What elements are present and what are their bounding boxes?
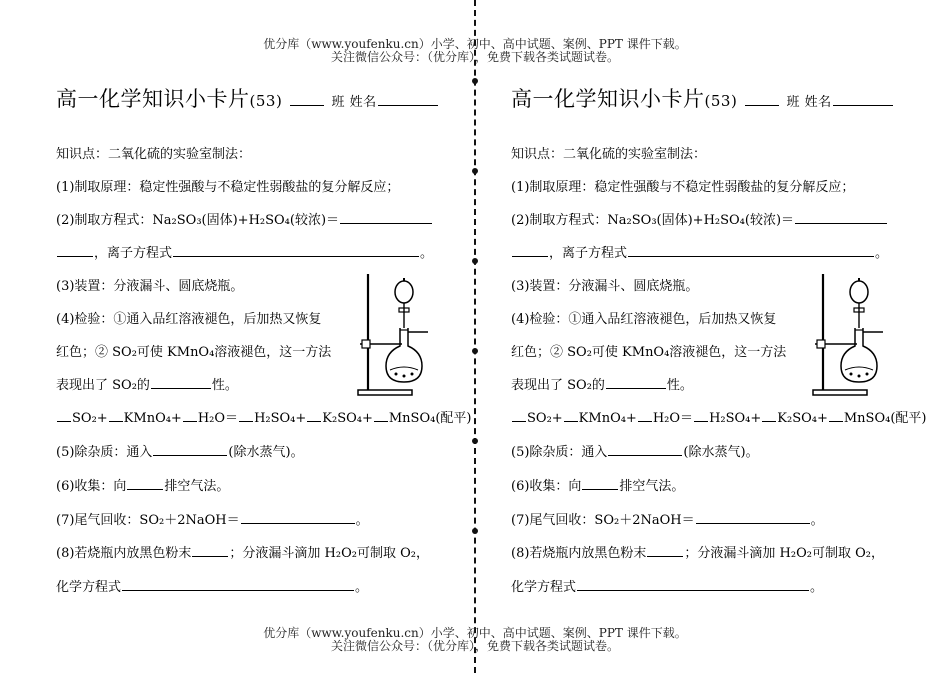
card-number: (53) [249,92,283,110]
equation-blank-cont[interactable] [57,244,93,257]
topic-line: 知识点：二氧化硫的实验室制法： [56,147,252,162]
coef-blank[interactable] [239,409,253,422]
header-line-2: 关注微信公众号：（优分库），免费下载各类试题试卷。 [330,50,619,64]
coef-blank[interactable] [109,409,123,422]
tail-gas-blank[interactable] [241,511,355,524]
knowledge-card-left [56,0,476,673]
coef-blank[interactable] [57,409,71,422]
powder-blank[interactable] [192,544,228,557]
balance-equation: SO₂+ KMnO₄+ H₂O＝ H₂SO₄+ K₂SO₄+ MnSO₄(配平) [56,407,471,426]
oxygen-equation-blank[interactable] [122,578,354,591]
equation-formula: Na₂SO₃(固体)+H₂SO₄(较浓)＝ [607,213,795,228]
ionic-equation-blank[interactable] [628,244,874,257]
coef-blank[interactable] [512,409,526,422]
ionic-equation-line: ，离子方程式 。 [56,242,433,261]
property-blank[interactable] [606,376,666,389]
equation-formula: Na₂SO₃(固体)+H₂SO₄(较浓)＝ [152,213,340,228]
collection-line: (6)收集：向 排空气法。 [56,479,230,494]
principle-line: (1)制取原理：稳定性强酸与不稳定性弱酸盐的复分解反应； [56,180,400,195]
flask-apparatus-icon [356,270,432,396]
coef-blank[interactable] [762,409,776,422]
tail-gas-line: (7)尾气回收：SO₂＋2NaOH＝ 。 [56,513,369,528]
test-line-2: 红色；② SO₂可使 KMnO₄溶液褪色，这一方法 [511,345,787,360]
oxygen-line: (8)若烧瓶内放黑色粉末 ；分液漏斗滴加 H₂O₂可制取 O₂， [511,546,884,561]
flask-apparatus-icon [811,270,887,396]
card-title: 高一化学知识小卡片(53) 班 姓名 [511,83,894,113]
topic-line: 知识点：二氧化硫的实验室制法： [511,147,707,162]
class-name-label: 班 姓名 [786,95,832,110]
coef-blank[interactable] [694,409,708,422]
ionic-equation-blank[interactable] [173,244,419,257]
property-blank[interactable] [151,376,211,389]
equation-blank[interactable] [795,211,887,224]
test-line-1: (4)检验：①通入品红溶液褪色，后加热又恢复 [56,312,322,327]
powder-blank[interactable] [647,544,683,557]
coef-blank[interactable] [564,409,578,422]
coef-blank[interactable] [307,409,321,422]
footer-line-2: 关注微信公众号：（优分库），免费下载各类试题试卷。 [330,639,619,653]
property-line: 表现出了 SO₂的 性。 [56,378,238,393]
test-line-1: (4)检验：①通入品红溶液褪色，后加热又恢复 [511,312,777,327]
footer-line-1: 优分库（www.youfenku.cn）小学、初中、高中试题、案例、PPT 课件下载。 [263,626,687,640]
balance-equation: SO₂+ KMnO₄+ H₂O＝ H₂SO₄+ K₂SO₄+ MnSO₄(配平) [511,407,926,426]
oxygen-line: (8)若烧瓶内放黑色粉末 ；分液漏斗滴加 H₂O₂可制取 O₂， [56,546,429,561]
oxygen-equation-line: 化学方程式 。 [511,580,824,595]
collection-line: (6)收集：向 排空气法。 [511,479,685,494]
apparatus-line: (3)装置：分液漏斗、圆底烧瓶。 [511,279,699,294]
name-blank[interactable] [378,93,438,106]
collection-blank[interactable] [582,477,618,490]
tail-gas-line: (7)尾气回收：SO₂＋2NaOH＝ 。 [511,513,824,528]
knowledge-card-right [511,0,931,673]
page-footer [0,627,950,653]
impurity-blank[interactable] [608,443,682,456]
class-blank[interactable] [290,93,324,106]
equation-blank[interactable] [340,211,432,224]
equation-blank-cont[interactable] [512,244,548,257]
collection-blank[interactable] [127,477,163,490]
impurity-line: (5)除杂质：通入 (除水蒸气)。 [56,445,304,460]
coef-blank[interactable] [638,409,652,422]
oxygen-equation-blank[interactable] [577,578,809,591]
oxygen-equation-line: 化学方程式 。 [56,580,369,595]
impurity-blank[interactable] [153,443,227,456]
impurity-line: (5)除杂质：通入 (除水蒸气)。 [511,445,759,460]
coef-blank[interactable] [374,409,388,422]
class-blank[interactable] [745,93,779,106]
ionic-equation-line: ，离子方程式 。 [511,242,888,261]
equation-line: (2)制取方程式：Na₂SO₃(固体)+H₂SO₄(较浓)＝ [56,209,433,228]
test-line-2: 红色；② SO₂可使 KMnO₄溶液褪色，这一方法 [56,345,332,360]
coef-blank[interactable] [829,409,843,422]
header-line-1: 优分库（www.youfenku.cn）小学、初中、高中试题、案例、PPT 课件下载。 [263,37,687,51]
card-number: (53) [704,92,738,110]
equation-line: (2)制取方程式：Na₂SO₃(固体)+H₂SO₄(较浓)＝ [511,209,888,228]
tail-gas-blank[interactable] [696,511,810,524]
card-title: 高一化学知识小卡片(53) 班 姓名 [56,83,439,113]
principle-line: (1)制取原理：稳定性强酸与不稳定性弱酸盐的复分解反应； [511,180,855,195]
coef-blank[interactable] [183,409,197,422]
apparatus-line: (3)装置：分液漏斗、圆底烧瓶。 [56,279,244,294]
name-blank[interactable] [833,93,893,106]
property-line: 表现出了 SO₂的 性。 [511,378,693,393]
class-name-label: 班 姓名 [331,95,377,110]
